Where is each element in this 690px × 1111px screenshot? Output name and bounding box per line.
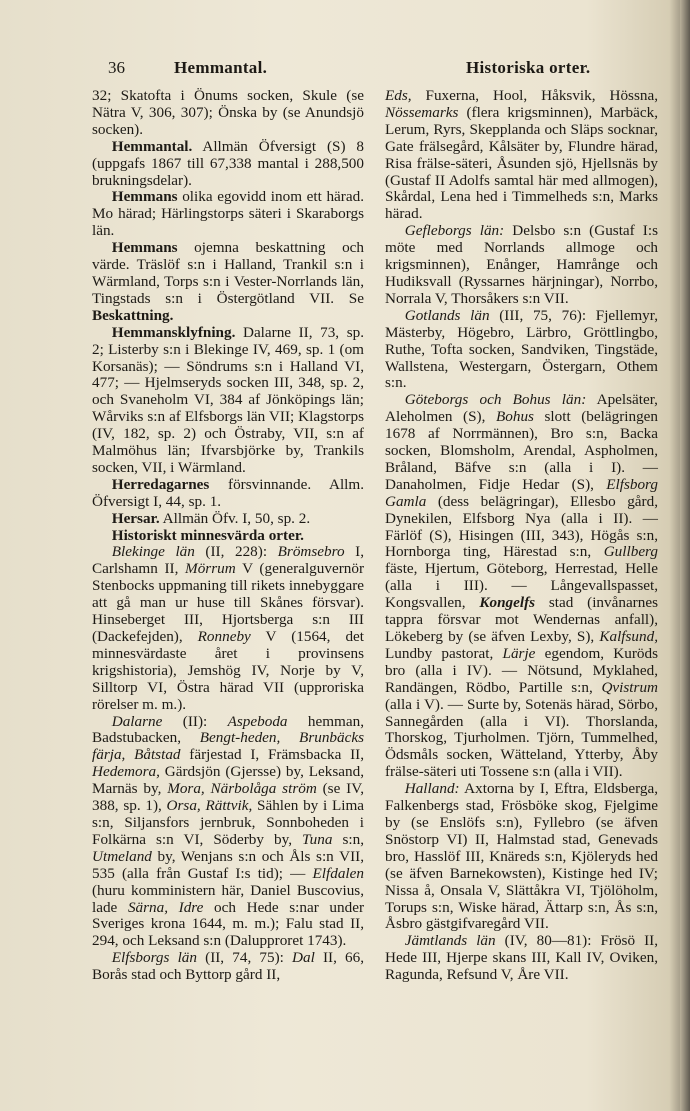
entry-head: Hemmans [111,239,178,257]
text-run: (II, 228): [194,543,278,561]
cross-reference: Beskattning. [92,306,174,324]
entry-head: Historiskt minnesvärda orter. [111,526,304,544]
paragraph-goteborg-bohus [385,392,658,781]
text-run: färjestad I, Främsbacka II, [180,746,364,764]
paragraph-gefleborg [385,223,658,308]
entry-head: Hersar. [111,509,160,527]
book-spine-edge [680,0,690,1111]
place-name: Elfdalen [312,864,364,882]
place-name: Dal [292,949,315,967]
entry-herredagarnes [92,477,364,511]
paragraph-jamtland [385,933,658,984]
entry-head: Hemmans [111,188,178,206]
entry-hemmantal [92,139,364,190]
place-name: Ronneby [197,628,251,645]
text-run: Sählen by i Lima s:n, Siljansfors jernbruk, Sonnboheden i Folkärna s:n VI, Söderby by, [92,797,364,848]
text-run: (flera krigsminnen), Marbäck, Lerum, Ryrs, Skepplanda och Släps socknar, Gate frälsegård, Kålsäter by, Flundre härad, Risa frälse-säteri, Åsunden sjö, Hjellsnäs by (Gustaf II Adolfs samtal här med allmogen), Skårdal, Lena hed i Timmelheds s:n, Marks härad. [385,103,658,223]
left-column [92,88,364,1088]
place-name: Halland: [404,780,460,798]
left-running-title: Hemmantal. [174,58,268,77]
right-running-title: Historiska orter. [466,58,591,77]
text-run: (IV, 80—81): Frösö II, Hede III, Hjerpe skans III, Kall IV, Oviken, Ragunda, Refsund V, Åre VII. [385,932,658,984]
entry-hemmans-beskattning [92,240,364,325]
entry-text: Dalarne II, 73, sp. 2; Listerby s:n i Blekinge IV, 469, sp. 1 (om Korsanäs); — Söndrums s:n i Halland VI, 477; — Hjelmseryds socken III, 348, sp. 2, och Svaneholm VI, 384 af Jönköpings län; Wårviks s:n af Elfsborgs län VII; Klagstorps (IV, 182, sp. 2) och Östraby, VII, s:n af Malmöhus län; Ifvarsbjörke by, Trankils socken, VII, i Wärmland. [92,323,364,476]
place-name: Bohus [495,408,534,426]
place-name: Mörrum [185,560,236,578]
place-name: Aspeboda [227,712,288,730]
text-run: by, Wenjans s:n och Åls s:n VII, 535 (alla från Gustaf I:s tid); — [92,847,364,882]
text-run: och Hede s:nar under Sveriges krona 1644, m. m.); Falu stad II, 294, och Leksand s:n (Dalupproret 1743). [92,898,365,950]
place-name: Kalfsund, [599,628,658,645]
place-name: Elfsborg Gamla [385,475,658,510]
text-run: Fuxerna, Hool, Håksvik, Hössna, [411,87,658,104]
page-number: 36 [108,58,125,77]
text-run: (III, 75, 76): Fjellemyr, Mästerby, Högebro, Lärbro, Gröttlingbo, Ruthe, Tofta socken, Sandviken, Tingstäde, Wallstena, Westergarn, Östergarn, Othem s:n. [385,306,659,392]
text-run: (alla i V). — Surte by, Sotenäs härad, Sörbo, Sannegården (alla i VI). Thorslanda, Thorskog, Tjurholmen. Tjörn, Tummelhed, Ödsmåls socken, Wätteland, Ytterby, Åby frälse-säteri uti Tossene s:n (alla i VII). [385,695,658,781]
text-run: fäste, Hjertum, Göteborg, Herrestad, Helle (alla i III). — Långevallspasset, Kongsvallen, [385,560,658,612]
entry-head: Hemmansklyfning. [111,323,236,341]
place-name: Brömsebro [277,543,345,561]
text-run: I, Carlshamn II, [92,543,364,578]
place-name: Nössemarks [385,103,459,121]
text-run: Gärdsjön (Gjersse) by, Leksand, Marnäs by, [92,763,364,798]
entry-hemmans-egovidd [92,189,364,240]
place-name: Blekinge län [111,543,195,561]
text-run: Delsbo s:n (Gustaf I:s möte med Norrlands allmoge och krigsminnen), Enånger, Hamrånge och Hudiksvall (Ryssarnes härjningar), Norrbo, Norrala V, Thorsåkers s:n VII. [385,222,658,307]
text-run: (II): [162,712,228,730]
entry-text: försvinnande. Allm. Öfversigt I, 44, sp. 1. [92,475,364,510]
text-run: Axtorna by I, Eftra, Eldsberga, Falkenbergs stad, Frösböke skog, Fjelgime by (se Enslöfs s:n), Fyllebro (se äfven Snöstorp VI) II, Halmstad stad, Genevads bro, Hasslöf III, Knäreds s:n, Kjöleryds hed (se äfven Barnekowsten), Kistinge hed IV; Nissa å, Onsala V, Slättåkra VI, Tjölöholm, Torups s:n, Wiske härad, Ättarp s:n, Ås s:n, Åsbro gästgifvaregård VII. [385,780,658,933]
entry-hersar [92,511,364,528]
paragraph-gotland [385,308,658,393]
place-name: Särna, Idre [127,898,204,916]
text-run: stad (invånarnes tappra försvar mot Wendernas anfall), Lökeberg by (se äfven Lexby, S), [385,594,658,645]
place-name: Gullberg [603,543,658,561]
text-run: V (1564, det minnesvärdaste året i provinsens krigshistoria), Jemshög IV, Norje by V, Silltorp VI, Östra härad VII (upproriska rörelser m. m.). [92,628,364,713]
text-run: V (generalguvernör Stenbocks uppmaning till rikets innebyggare att gå man ur huse till Skånes försvar). Hinseberget III, Hjortsberga s:n III (Dackefejden), [92,560,364,645]
place-name: Utmeland [92,847,152,865]
entry-hemmansklyfning [92,325,364,477]
place-name: Orsa, Rättvik, [166,797,253,815]
place-name: Kongelfs [479,594,536,612]
text-run: (II, 74, 75): [196,949,293,967]
place-name: Tuna [302,830,333,848]
entry-text: olika egovidd inom ett härad. Mo härad; Härlingstorps säteri i Skaraborgs län. [92,188,364,240]
paragraph-elfsborg-cont [385,88,658,223]
text-run: Apelsäter, Aleholmen (S), [385,391,658,426]
entry-historiska-orter [92,528,364,545]
entry-continuation: 32; Skatofta i Önums socken, Skule (se Nätra V, 306, 307); Önska by (se Anundsjö socken). [92,87,364,138]
entry-text: Allmän Öfversigt (S) 8 (uppgafs 1867 till 67,338 mantal i 288,500 brukningsdelar). [92,137,364,189]
place-name: Eds, [385,87,412,104]
text-run: s:n, [332,830,364,848]
entry-text: Allmän Öfv. I, 50, sp. 2. [159,509,311,527]
place-name: Elfsborgs län [111,949,197,967]
place-name: Hedemora, [92,763,160,781]
place-name: Mora, Närbolåga ström [167,780,317,798]
place-name: Göteborgs och Bohus län: [404,391,587,409]
place-name: Bengt-heden, Brunbäcks färja, Båtstad [92,729,364,764]
text-run: (huru komministern här, Daniel Buscovius, lade [92,881,364,916]
text-run: slott (belägringen 1678 af Norrmännen), Bro s:n, Backa socken, Blomsholm, Arendal, Aspholmen, Bråland, Bäfve s:n (alla i I). — Danaholmen, Fidje Hedar (S), [385,408,658,493]
text-run: (dess belägringar), Ellesbo gård, Dynekilen, Elfsborg Nya (alla i II). — Färlöf (S), Hisingen (III, 343), Högås s:n, Hornborga ting, Härestad s:n, [385,492,658,561]
place-name: Dalarne [111,712,163,730]
place-name: Jämtlands län [404,932,496,950]
text-run: Lundby pastorat, [385,644,503,662]
text-run: hemman, Badstubacken, [92,712,364,747]
paragraph-blekinge [92,544,364,713]
entry-text: ojemna beskattning och värde. Träslöf s:n i Halland, Trankil s:n i Wärmland, Torps s:n i Vester-Norrlands län, Tingstads s:n i Östergötland VII. Se [92,239,364,307]
paragraph-halland [385,781,658,933]
paragraph-dalarne [92,714,364,951]
entry-head: Herredagarnes [111,475,210,493]
text-run: II, 66, Borås stad och Byttorp gård II, [92,949,364,984]
paragraph-elfsborg [92,950,364,984]
running-header [90,56,682,80]
text-run: (se IV, 388, sp. 1), [92,780,364,815]
text-run: egendom, Kuröds bro (alla i IV). — Nötsund, Myklahed, Randängen, Rödbo, Partille s:n, [385,644,659,696]
entry-head: Hemmantal. [111,137,193,155]
place-name: Gotlands län [404,306,490,324]
place-name: Gefleborgs län: [404,222,505,240]
place-name: Lärje [502,644,536,662]
right-column [385,88,658,1088]
place-name: Qvistrum [601,678,658,696]
